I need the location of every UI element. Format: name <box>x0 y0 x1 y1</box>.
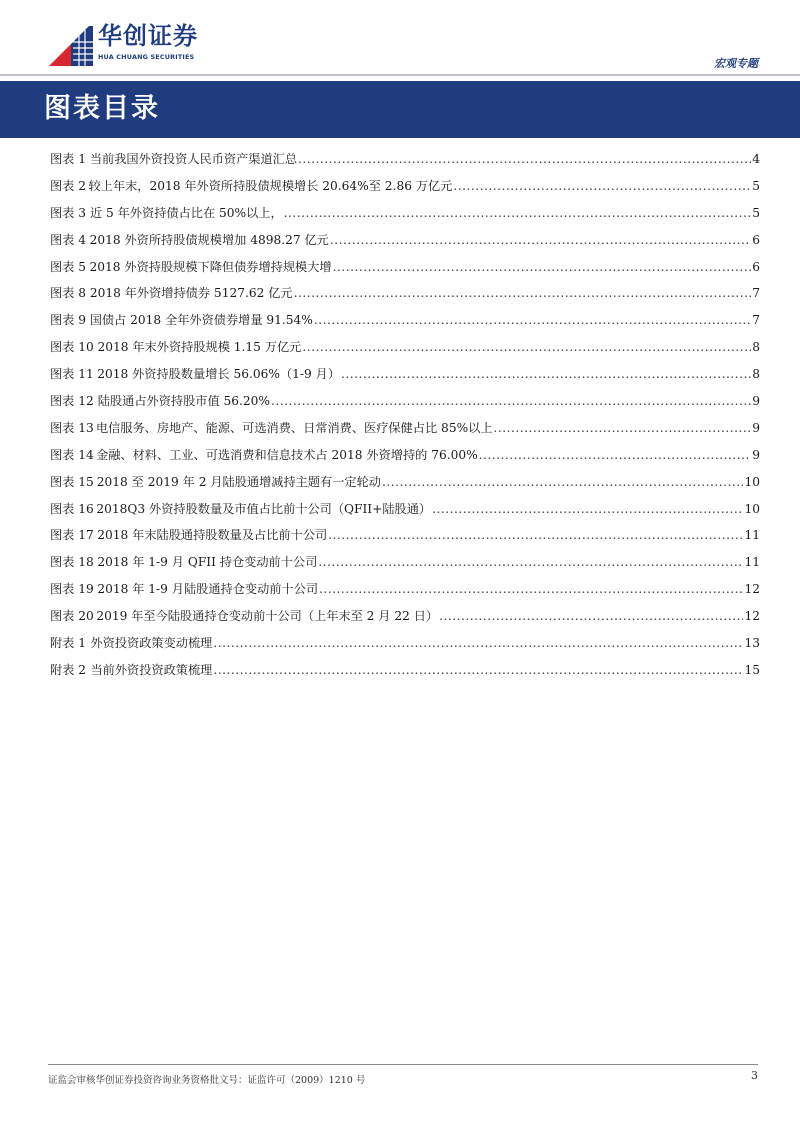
toc-entry[interactable] <box>50 496 760 523</box>
hua-chuang-logo-icon <box>49 26 93 66</box>
toc-entry-page: 7 <box>752 286 760 301</box>
toc-leader-dots <box>271 388 751 415</box>
toc-entry-page: 9 <box>752 420 760 435</box>
page-header <box>0 0 800 80</box>
toc-entry-label: 图表 10 <box>50 340 94 355</box>
toc-entry-page: 6 <box>752 232 760 247</box>
toc-entry[interactable] <box>50 576 760 603</box>
toc-leader-dots <box>328 522 743 549</box>
toc-entry-label: 图表 4 <box>50 232 87 247</box>
toc-entry[interactable] <box>50 657 760 684</box>
toc-entry-label: 图表 11 <box>50 367 94 382</box>
toc-leader-dots <box>319 576 743 603</box>
toc-entry-title: 陆股通占外资持股市值 56.20% <box>97 394 271 409</box>
toc-entry[interactable] <box>50 522 760 549</box>
toc-entry-page: 8 <box>752 340 760 355</box>
toc-entry-title: 2018 至 2019 年 2 月陆股通增减持主题有一定轮动 <box>96 474 381 489</box>
toc-leader-dots <box>314 307 751 334</box>
toc-entry-page: 15 <box>744 662 760 677</box>
toc-entry-label: 图表 12 <box>50 394 94 409</box>
toc-entry[interactable] <box>50 227 760 254</box>
toc-entry-title: 2018 外资持股规模下降但债券增持规模大增 <box>89 259 332 274</box>
toc-entry-title: 2018 年外资增持债券 5127.62 亿元 <box>89 286 293 301</box>
toc-leader-dots <box>294 280 752 307</box>
toc-entry-page: 9 <box>752 394 760 409</box>
toc-leader-dots <box>330 227 751 254</box>
toc-entry[interactable] <box>50 603 760 630</box>
toc-entry-title: 金融、材料、工业、可选消费和信息技术占 2018 外资增持的 76.00% <box>96 447 478 462</box>
toc-entry-label: 图表 13 <box>50 420 94 435</box>
footer-divider <box>48 1064 758 1065</box>
toc-entry-label: 图表 19 <box>50 582 94 597</box>
toc-entry[interactable] <box>50 415 760 442</box>
toc-entry-label: 附表 1 <box>50 636 87 651</box>
toc-entry-title: 2019 年至今陆股通持仓变动前十公司（上年末至 2 月 22 日） <box>96 609 439 624</box>
toc-entry-label: 图表 1 <box>50 152 87 166</box>
toc-entry-page: 12 <box>744 582 760 597</box>
toc-entry[interactable] <box>50 630 760 657</box>
toc-entry-title: 较上年末，2018 年外资所持股债规模增长 20.64%至 2.86 万亿元 <box>88 178 453 193</box>
toc-entry-title: 当前我国外资投资人民币资产渠道汇总 <box>89 152 298 166</box>
toc-entry-label: 图表 16 <box>50 501 94 516</box>
toc-leader-dots <box>439 603 743 630</box>
toc-entry-title: 2018Q3 外资持股数量及市值占比前十公司（QFII+陆股通） <box>96 501 432 516</box>
toc-entry-title: 2018 年 1-9 月陆股通持仓变动前十公司 <box>97 582 319 597</box>
toc-entry-page: 9 <box>752 447 760 462</box>
toc-leader-dots <box>341 361 751 388</box>
toc-entry-page: 10 <box>744 474 760 489</box>
toc-entry-page: 6 <box>752 259 760 274</box>
report-category: 宏观专题 <box>714 57 758 70</box>
toc-leader-dots <box>453 173 751 200</box>
toc-entry-title: 外资投资政策变动梳理 <box>90 636 213 651</box>
toc-entry[interactable] <box>50 334 760 361</box>
toc-entry-page: 7 <box>752 313 760 328</box>
toc-entry-page: 12 <box>744 609 760 624</box>
toc-leader-dots <box>479 442 752 469</box>
toc-entry-label: 图表 18 <box>50 555 94 570</box>
toc-entry-title: 2018 年末陆股通持股数量及占比前十公司 <box>97 528 328 543</box>
toc-entry-title: 国债占 2018 全年外资债券增量 91.54% <box>89 313 313 328</box>
footer-license: 证监会审核华创证券投资咨询业务资格批文号：证监许可（2009）1210 号 <box>48 1075 366 1086</box>
section-title: 图表目录 <box>44 93 160 124</box>
toc-leader-dots <box>382 469 744 496</box>
toc-entry-page: 5 <box>752 205 760 220</box>
brand-name-en: HUA CHUANG SECURITIES <box>98 53 195 61</box>
section-banner <box>0 81 800 138</box>
toc-entry[interactable] <box>50 549 760 576</box>
toc-entry[interactable] <box>50 173 760 200</box>
toc-entry-label: 图表 15 <box>50 474 94 489</box>
toc-entry-title: 2018 外资持股数量增长 56.06%（1-9 月） <box>97 367 341 382</box>
toc-entry-label: 图表 14 <box>50 447 94 462</box>
toc-entry-page: 10 <box>744 501 760 516</box>
toc-entry-label: 图表 3 <box>50 205 87 220</box>
toc-entry-title: 当前外资投资政策梳理 <box>90 662 213 677</box>
toc-entry[interactable] <box>50 200 760 227</box>
toc-leader-dots <box>213 657 743 684</box>
toc-leader-dots <box>494 415 752 442</box>
toc-entry-label: 图表 17 <box>50 528 94 543</box>
toc-entry[interactable] <box>50 307 760 334</box>
toc-entry[interactable] <box>50 280 760 307</box>
toc-entry-page: 8 <box>752 367 760 382</box>
toc-entry-label: 图表 9 <box>50 313 87 328</box>
toc-entry-title: 2018 外资所持股债规模增加 4898.27 亿元 <box>89 232 329 247</box>
toc-leader-dots <box>318 549 743 576</box>
toc-entry-label: 附表 2 <box>50 662 87 677</box>
toc-entry-page: 11 <box>744 555 760 570</box>
toc-entry[interactable] <box>50 254 760 281</box>
toc-entry[interactable] <box>50 388 760 415</box>
table-of-figures <box>50 146 760 684</box>
toc-entry-page: 13 <box>744 636 760 651</box>
toc-entry-title: 近 5 年外资持债占比在 50%以上， <box>89 205 283 220</box>
toc-entry-label: 图表 8 <box>50 286 87 301</box>
toc-leader-dots <box>213 630 743 657</box>
toc-entry-page: 4 <box>752 152 760 166</box>
toc-leader-dots <box>298 146 751 173</box>
toc-entry[interactable] <box>50 469 760 496</box>
toc-entry[interactable] <box>50 146 760 173</box>
toc-entry-label: 图表 20 <box>50 609 94 624</box>
toc-leader-dots <box>432 496 743 523</box>
toc-leader-dots <box>302 334 751 361</box>
toc-entry-title: 2018 年末外资持股规模 1.15 万亿元 <box>97 340 302 355</box>
toc-entry-title: 2018 年 1-9 月 QFII 持仓变动前十公司 <box>97 555 318 570</box>
toc-entry[interactable] <box>50 361 760 388</box>
page-number: 3 <box>751 1069 758 1082</box>
toc-entry-label: 图表 5 <box>50 259 87 274</box>
brand-name-cn: 华创证券 <box>98 22 198 50</box>
toc-entry-title: 电信服务、房地产、能源、可选消费、日常消费、医疗保健占比 85%以上 <box>95 420 493 435</box>
header-divider <box>0 74 800 76</box>
toc-entry-label: 图表 2 <box>50 178 87 193</box>
toc-leader-dots <box>284 200 752 227</box>
toc-entry-page: 5 <box>752 178 760 193</box>
toc-leader-dots <box>333 254 752 281</box>
toc-entry-page: 11 <box>744 528 760 543</box>
toc-entry[interactable] <box>50 442 760 469</box>
